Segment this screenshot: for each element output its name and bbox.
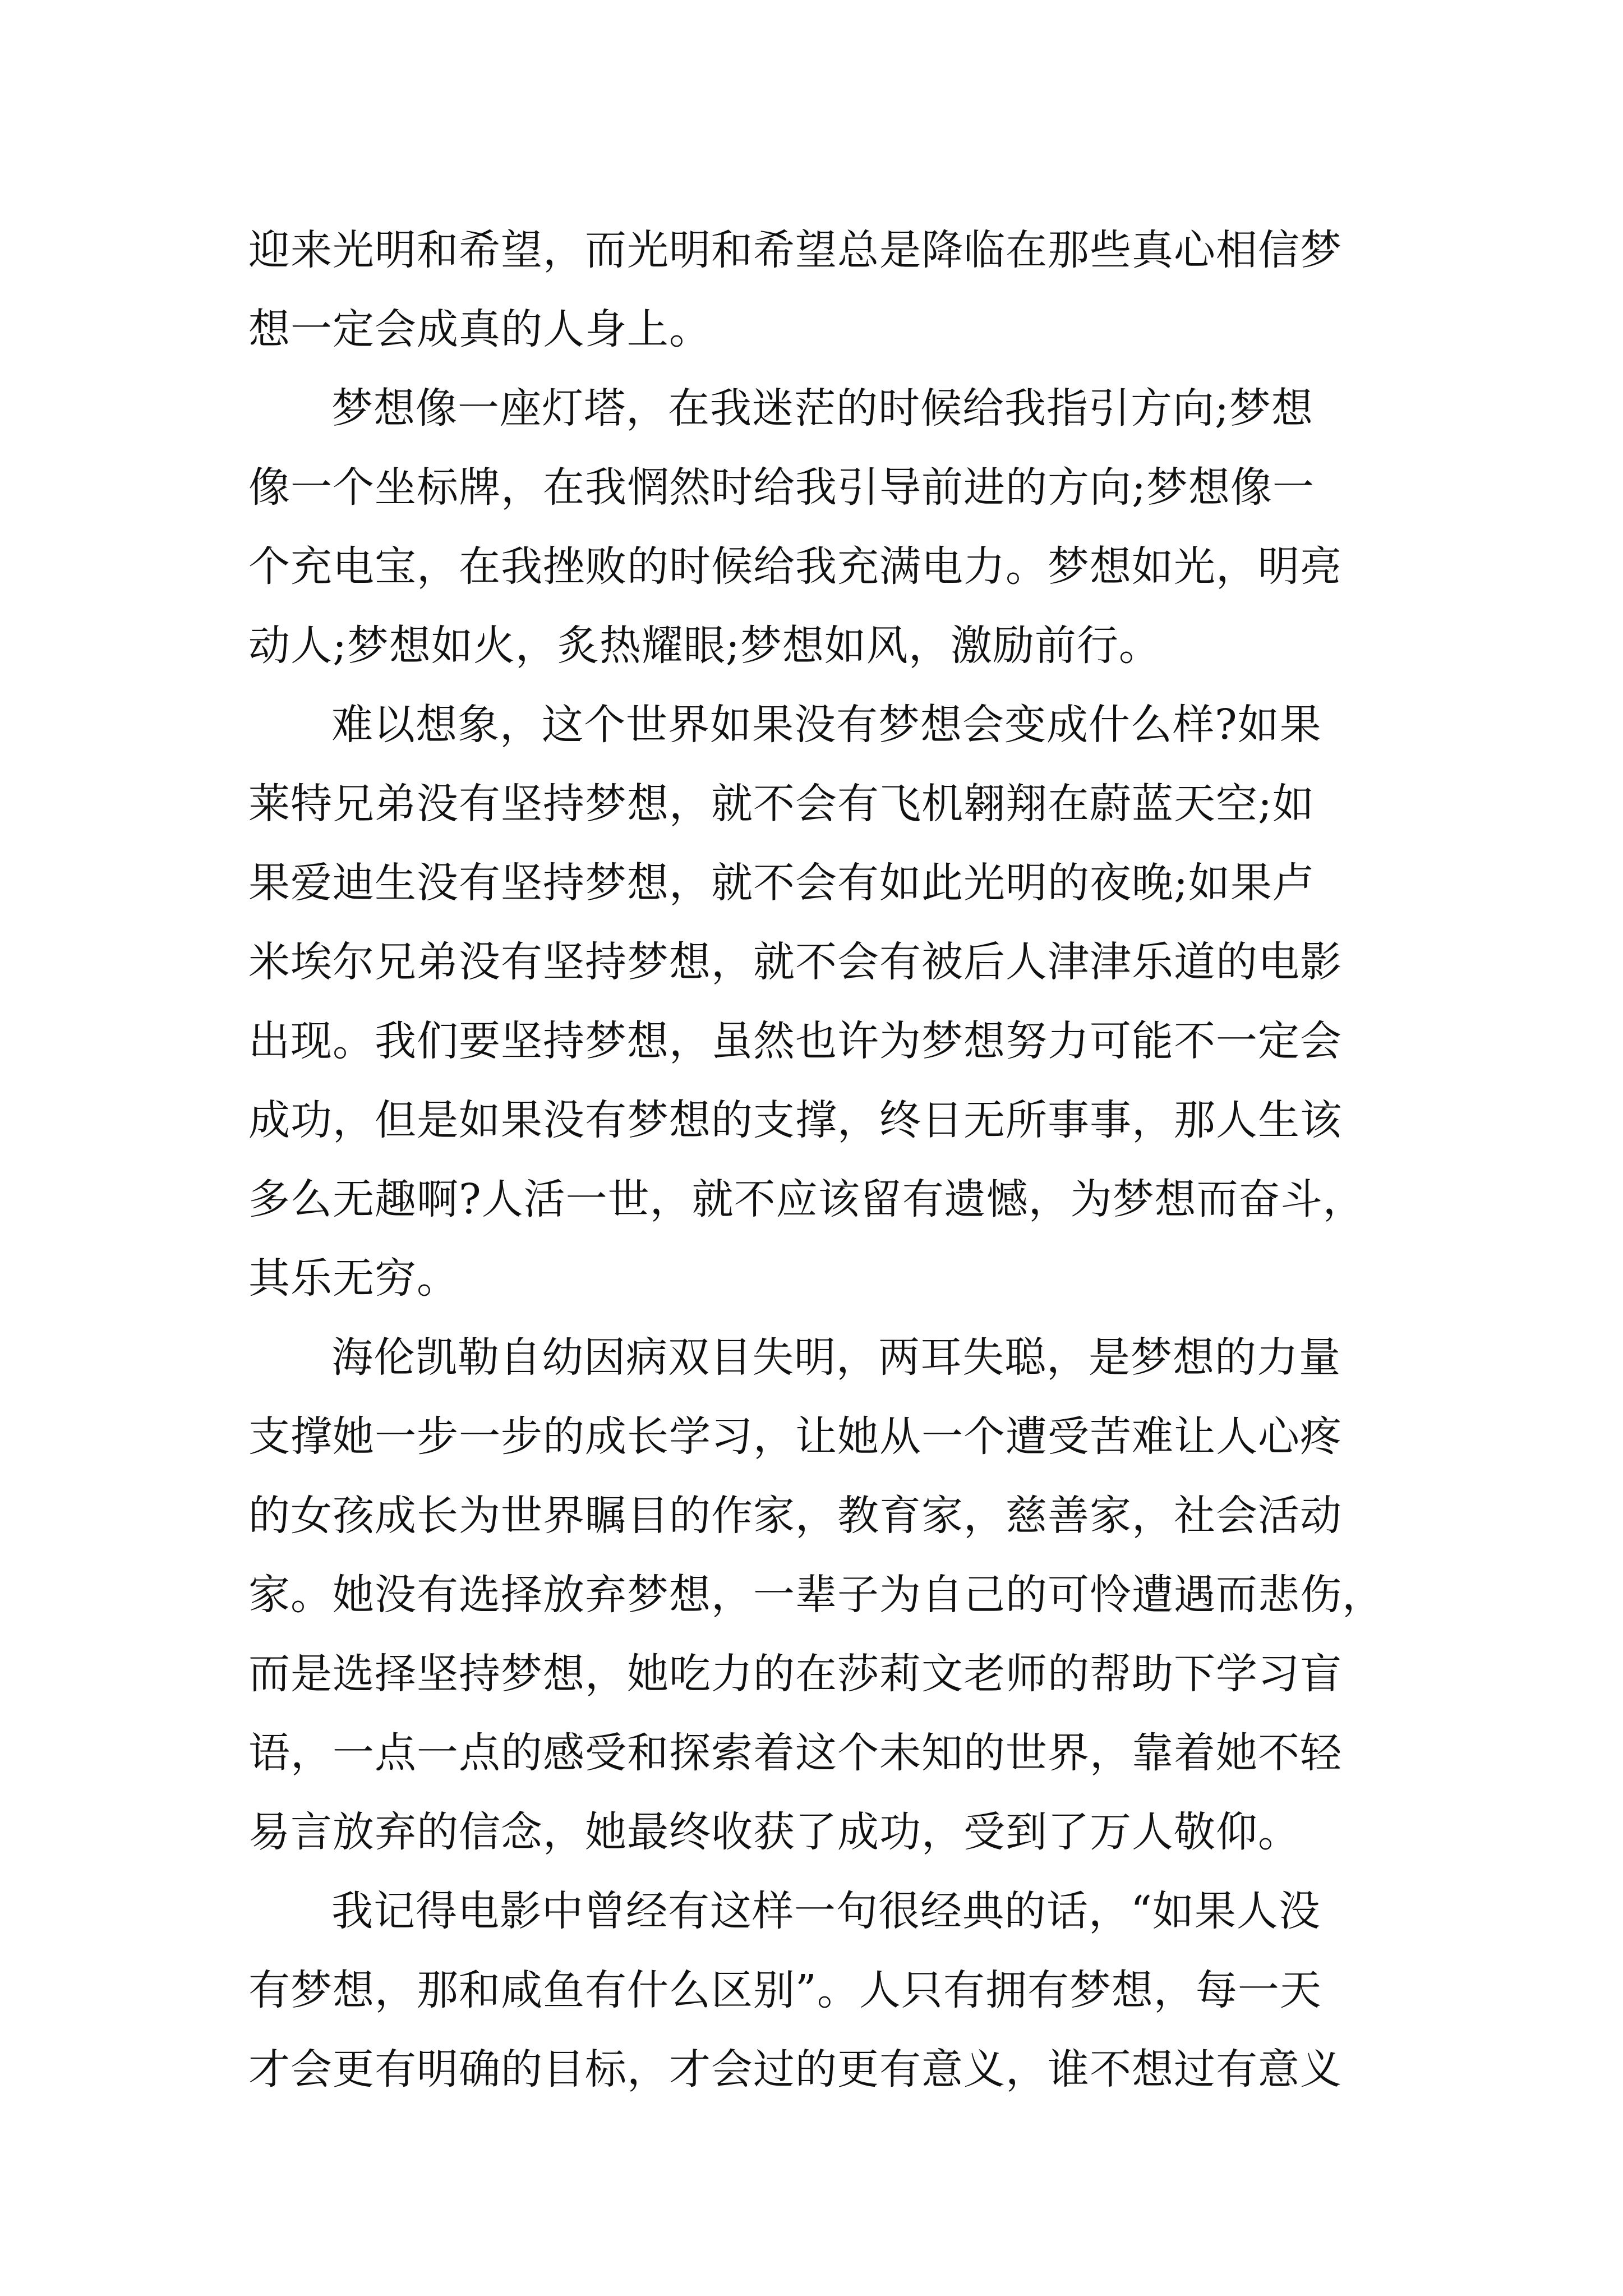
text-line: 多么无趣啊?人活一世，就不应该留有遗憾，为梦想而奋斗， [248,1175,1365,1223]
text-line: 果爱迪生没有坚持梦想，就不会有如此光明的夜晚;如果卢 [248,859,1315,907]
text-line: 像一个坐标牌，在我惘然时给我引导前进的方向;梦想像一 [248,463,1315,512]
text-line: 家。她没有选择放弃梦想，一辈子为自己的可怜遭遇而悲伤， [248,1571,1384,1619]
text-line: 语，一点一点的感受和探索着这个未知的世界，靠着她不轻 [248,1729,1342,1777]
paragraph-first-line: 海伦凯勒自幼因病双目失明，两耳失聪，是梦想的力量 [331,1333,1341,1382]
text-line: 支撑她一步一步的成长学习，让她从一个遭受苦难让人心疼 [248,1412,1342,1461]
text-line: 的女孩成长为世界瞩目的作家，教育家，慈善家，社会活动 [248,1492,1342,1540]
text-line: 米埃尔兄弟没有坚持梦想，就不会有被后人津津乐道的电影 [248,938,1342,986]
text-line: 成功，但是如果没有梦想的支撑，终日无所事事，那人生该 [248,1096,1342,1144]
paragraph-first-line: 我记得电影中曾经有这样一句很经典的话，“如果人没 [331,1887,1321,1935]
document-body [248,211,1384,2109]
text-line: 想一定会成真的人身上。 [248,305,711,353]
paragraph-first-line: 梦想像一座灯塔，在我迷茫的时候给我指引方向;梦想 [331,384,1313,432]
text-line: 而是选择坚持梦想，她吃力的在莎莉文老师的帮助下学习盲 [248,1650,1342,1698]
text-line: 才会更有明确的目标，才会过的更有意义，谁不想过有意义 [248,2045,1342,2093]
text-line: 个充电宝，在我挫败的时候给我充满电力。梦想如光，明亮 [248,542,1342,591]
text-line: 有梦想，那和咸鱼有什么区别”。人只有拥有梦想，每一天 [248,1966,1322,2014]
text-line: 莱特兄弟没有坚持梦想，就不会有飞机翱翔在蔚蓝天空;如 [248,780,1315,828]
text-line: 易言放弃的信念，她最终收获了成功，受到了万人敬仰。 [248,1808,1300,1856]
paragraph-first-line: 难以想象，这个世界如果没有梦想会变成什么样?如果 [331,701,1322,749]
text-line: 动人;梦想如火，炙热耀眼;梦想如风，激励前行。 [248,622,1161,670]
text-line: 其乐无穷。 [248,1254,459,1303]
text-line: 迎来光明和希望，而光明和希望总是降临在那些真心相信梦 [248,226,1342,274]
text-line: 出现。我们要坚持梦想，虽然也许为梦想努力可能不一定会 [248,1017,1342,1065]
